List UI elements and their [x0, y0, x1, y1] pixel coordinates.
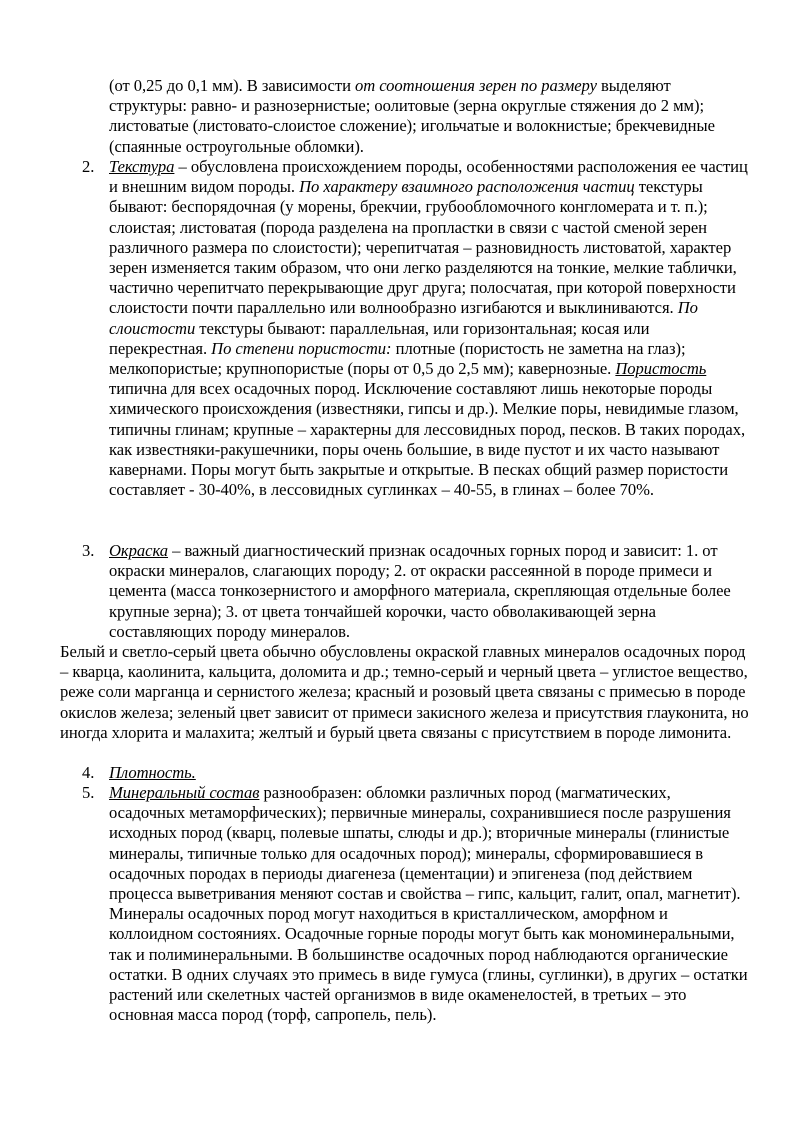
color-paragraph-text: Белый и светло-серый цвета обычно обусловлены окраской главных минералов осадочных пород – кварца, каолинита, кальцита, доломита и др.; темно-серый и черный цвета – углистое вещество, реже соли марганца и сернистого железа; красный и розовый цвета связаны с примесью в породе окислов железа; зеленый цвет зависит от примеси закисного железа и присутствия глауконита, но иногда хлорита и малахита; желтый и бурый цвета связаны с присутствием в породе лимонита. [60, 642, 749, 742]
intro-text-2: выделяют структуры: равно- и разнозернистые; оолитовые (зерна округлые стяжения до 2 мм); листоватые (листовато-слоистое сложение); игольчатые и волокнистые; брекчевидные (спаянные остроугольные обломки). [109, 76, 715, 156]
texture-text-4: плотные (пористость не заметна на глаз); мелкопористые; крупнопористые (поры от 0,5 до 2,5 мм); кавернозные. [109, 338, 686, 379]
color-text: – важный диагностический признак осадочных горных пород и зависит: 1. от окраски минералов, слагающих породу; 2. от окраски рассеянной в породе примеси и цемента (масса тонкозернистого и аморфного материала, скрепляющая отдельные более крупные зерна); 3. от цвета тончайшей корочки, часто обволакивающей зерна составляющих породу минералов. [109, 541, 731, 641]
texture-text-3: текстуры бывают: параллельная, или горизонтальная; косая или перекрестная. [109, 318, 650, 358]
color-paragraph [60, 642, 750, 743]
texture-text-1: – обусловлена происхождением породы, особенностями расположения ее частиц и внешним видом породы. [109, 157, 748, 197]
intro-italic: от соотношения зерен по размеру [355, 76, 597, 95]
term-density: Плотность. [109, 763, 196, 782]
term-texture: Текстура [109, 157, 175, 176]
texture-italic-2: По слоистости [109, 298, 698, 338]
mineral-text: разнообразен: обломки различных пород (магматических, осадочных метаморфических); первичные минералы, сохранившиеся после разрушения исходных пород (кварц, полевые шпаты, слюды и др.); вторичные минералы (глинистые минералы, типичные только для осадочных пород); минералы, сформировавшиеся в осадочных породах в периоды диагенеза (цементации) и эпигенеза (под действием процесса выветривания меняют состав и свойства – гипс, кальцит, галит, опал, магнетит). Минералы осадочных пород могут находиться в кристаллическом, аморфном и коллоидном состояниях. Осадочные горные породы могут быть как мономинеральными, так и полиминеральными. В большинстве осадочных пород наблюдаются органические остатки. В одних случаях это примесь в виде гумуса (глины, суглинки), в других – остатки растений или скелетных частей организмов в виде окаменелостей, в третьих – это основная масса пород (торф, сапропель, пель). [109, 783, 748, 1025]
list-item-mineral-composition [82, 783, 749, 1025]
term-color: Окраска [109, 541, 169, 560]
intro-text-1: (от 0,25 до 0,1 мм). В зависимости [109, 76, 355, 95]
list-number: 2. [82, 157, 95, 176]
texture-italic-3: По степени пористости: [211, 338, 392, 358]
list-number: 5. [82, 783, 95, 802]
list-number: 4. [82, 763, 95, 782]
list-item-texture [82, 157, 749, 500]
list-item-color [82, 541, 749, 642]
list-number: 3. [82, 541, 95, 560]
texture-italic-1: По характеру взаимного расположения частиц [299, 177, 635, 197]
intro-paragraph [109, 76, 749, 157]
list-item-density [82, 763, 749, 783]
texture-text-5: типична для всех осадочных пород. Исключение составляют лишь некоторые породы химического происхождения (известняки, гипсы и др.). Мелкие поры, невидимые глазом, типичны глинам; крупные – характерны для лессовидных пород, песков. В таких породах, как известняки-ракушечники, поры очень большие, в виде пустот и их часто называют кавернами. Поры могут быть закрытые и открытые. В песках общий размер пористости составляет - 30-40%, в лессовидных суглинках – 40-55, в глинах – более 70%. [109, 379, 746, 500]
term-mineral-composition: Минеральный состав [109, 783, 260, 802]
term-porosity: Пористость [615, 359, 707, 379]
texture-text-2: текстуры бывают: беспорядочная (у морены, брекчии, грубообломочного конгломерата и т. п.); слоистая; листоватая (порода разделена на пропластки в связи с частой сменой зерен различного размера по слоистости); черепитчатая – разновидность листоватой, характер зерен изменяется таким образом, что они легко разделяются на тонкие, мелкие таблички, частично черепитчато перекрывающие друг друга; полосчатая, при которой поверхности слоистости почти параллельно или волнообразно изгибаются и выклиниваются. [109, 177, 737, 318]
